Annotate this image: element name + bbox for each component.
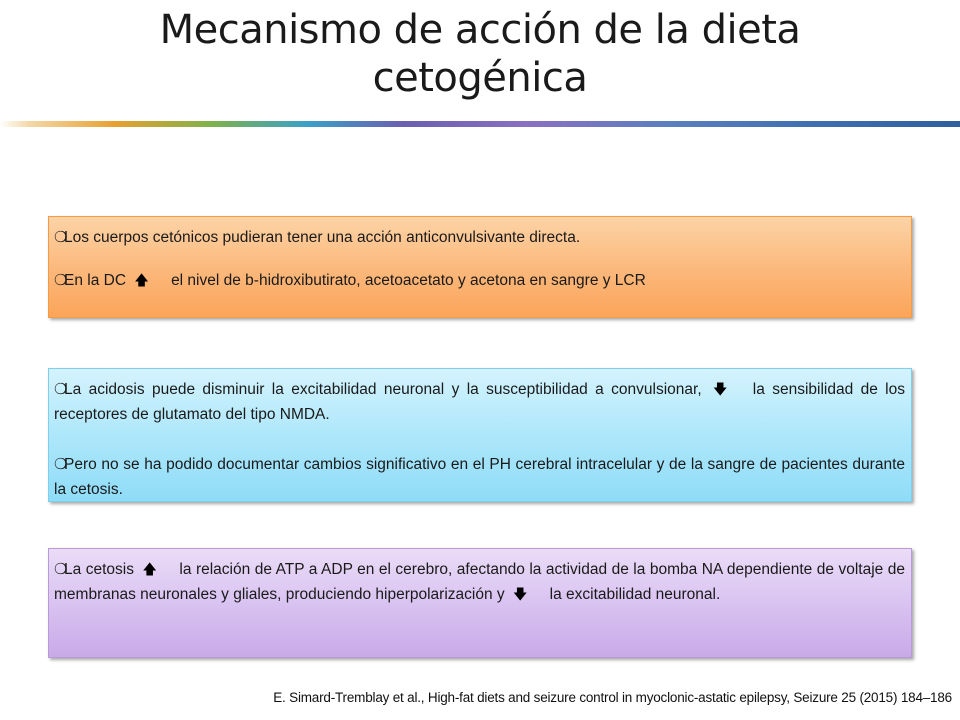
text-box-cetonic-bodies	[48, 216, 912, 318]
slide-title: Mecanismo de acción de la dieta cetogénica	[159, 7, 801, 101]
paragraph	[54, 557, 905, 607]
ornament-bullet-icon: ❍	[54, 381, 68, 398]
paragraph-text: En la DC	[64, 272, 127, 289]
ornament-bullet-icon: ❍	[54, 561, 68, 578]
paragraph	[54, 225, 905, 250]
citation: E. Simard-Tremblay et al., High-fat diets and seizure control in myoclonic-astatic epilepsy, Seizure 25 (2015) 184–186	[273, 690, 952, 705]
paragraph	[54, 377, 905, 427]
ornament-bullet-icon: ❍	[54, 272, 68, 289]
ornament-bullet-icon: ❍	[54, 456, 68, 473]
arrow-up-icon: 🡅	[134, 272, 149, 288]
paragraph-text: la relación de ATP a ADP en el cerebro, afectando la actividad de la bomba NA dependiente de voltaje de membranas neuronales y gliales, produciendo hiperpolarización y	[54, 561, 906, 603]
arrow-up-icon: 🡅	[142, 561, 157, 577]
paragraph-text: La acidosis puede disminuir la excitabilidad neuronal y la susceptibilidad a convulsionar,	[64, 381, 702, 398]
arrow-down-icon: 🡇	[713, 381, 728, 397]
paragraph	[54, 452, 905, 502]
text-box-acidosis	[48, 368, 912, 502]
paragraph-text: La cetosis	[64, 561, 134, 578]
arrow-down-icon: 🡇	[512, 586, 528, 602]
paragraph-text: el nivel de b-hidroxibutirato, acetoacetato y acetona en sangre y LCR	[171, 272, 646, 289]
paragraph-text: la sensibilidad de los receptores de glutamato del tipo NMDA.	[54, 381, 905, 423]
title-divider	[0, 120, 960, 128]
paragraph-text: Los cuerpos cetónicos pudieran tener una acción anticonvulsivante directa.	[64, 229, 581, 246]
paragraph	[54, 268, 905, 293]
text-box-ketosis	[48, 548, 912, 658]
ornament-bullet-icon: ❍	[54, 229, 68, 246]
paragraph-text: Pero no se ha podido documentar cambios significativo en el PH cerebral intracelular y de la sangre de pacientes durante la cetosis.	[54, 456, 905, 498]
paragraph-text: la excitabilidad neuronal.	[549, 586, 721, 603]
